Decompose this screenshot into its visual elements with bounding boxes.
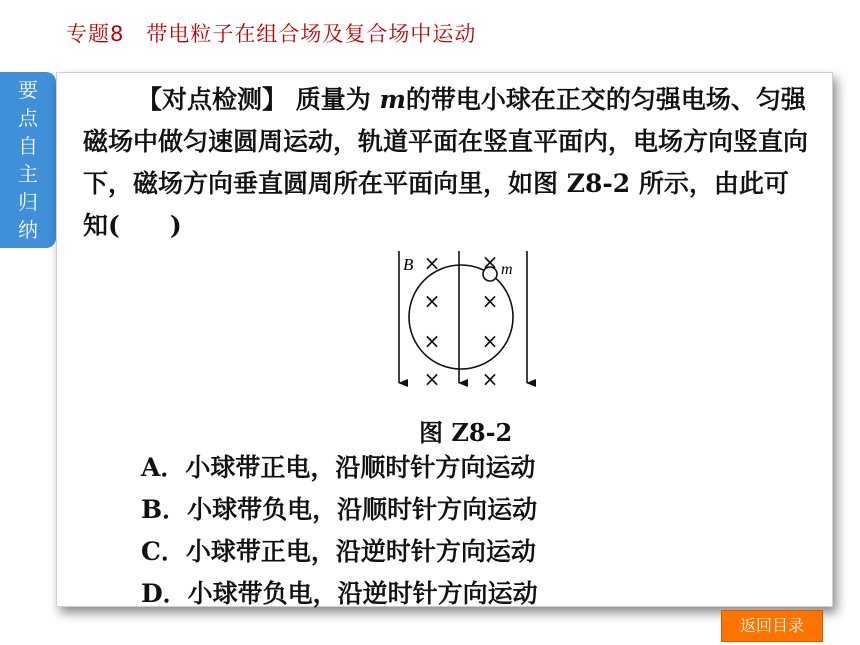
magnetic-cross: × xyxy=(423,289,441,313)
magnetic-cross: × xyxy=(481,367,499,391)
section-tab-char: 自 xyxy=(18,134,38,158)
slide-title: 专题8 带电粒子在组合场及复合场中运动 xyxy=(66,22,477,46)
field-diagram xyxy=(387,245,547,395)
question-text-part: 质量为 xyxy=(295,85,371,114)
answer-options xyxy=(141,447,538,615)
back-to-contents-button[interactable]: 返回目录 xyxy=(721,610,823,642)
option-a[interactable]: A．小球带正电，沿顺时针方向运动 xyxy=(141,453,536,482)
option-c[interactable]: C．小球带正电，沿逆时针方向运动 xyxy=(141,537,536,566)
mass-variable: m xyxy=(379,85,406,114)
magnetic-cross: × xyxy=(481,289,499,313)
magnetic-field-label: B xyxy=(403,255,414,274)
circular-orbit xyxy=(409,265,513,369)
option-d[interactable]: D．小球带负电，沿逆时针方向运动 xyxy=(141,579,538,608)
magnetic-cross: × xyxy=(481,329,499,353)
ball-mass-label: m xyxy=(501,261,513,278)
section-tab-char: 归 xyxy=(18,190,38,214)
figure-caption: 图 Z8-2 xyxy=(419,418,513,447)
magnetic-cross: × xyxy=(481,250,499,274)
section-tab-char: 纳 xyxy=(18,218,38,242)
magnetic-cross: × xyxy=(423,329,441,353)
section-tab-char: 要 xyxy=(18,78,38,102)
question-text xyxy=(83,79,813,247)
question-tag: 【对点检测】 xyxy=(137,85,288,114)
magnetic-cross: × xyxy=(423,367,441,391)
magnetic-cross: × xyxy=(423,251,441,275)
section-tab-char: 主 xyxy=(18,162,38,186)
question-text-part: 的带电小球在正交的匀强电场、匀强磁场中做匀速圆周运动，轨道平面在竖直平面内，电场方向竖直向下，磁场方向垂直圆周所在平面向里，如图 Z8-2 所示，由此可知( ) xyxy=(83,85,809,240)
content-panel xyxy=(56,72,833,607)
section-tab-char: 点 xyxy=(18,106,38,130)
section-tab[interactable] xyxy=(0,72,56,248)
option-b[interactable]: B．小球带负电，沿顺时针方向运动 xyxy=(141,495,538,524)
